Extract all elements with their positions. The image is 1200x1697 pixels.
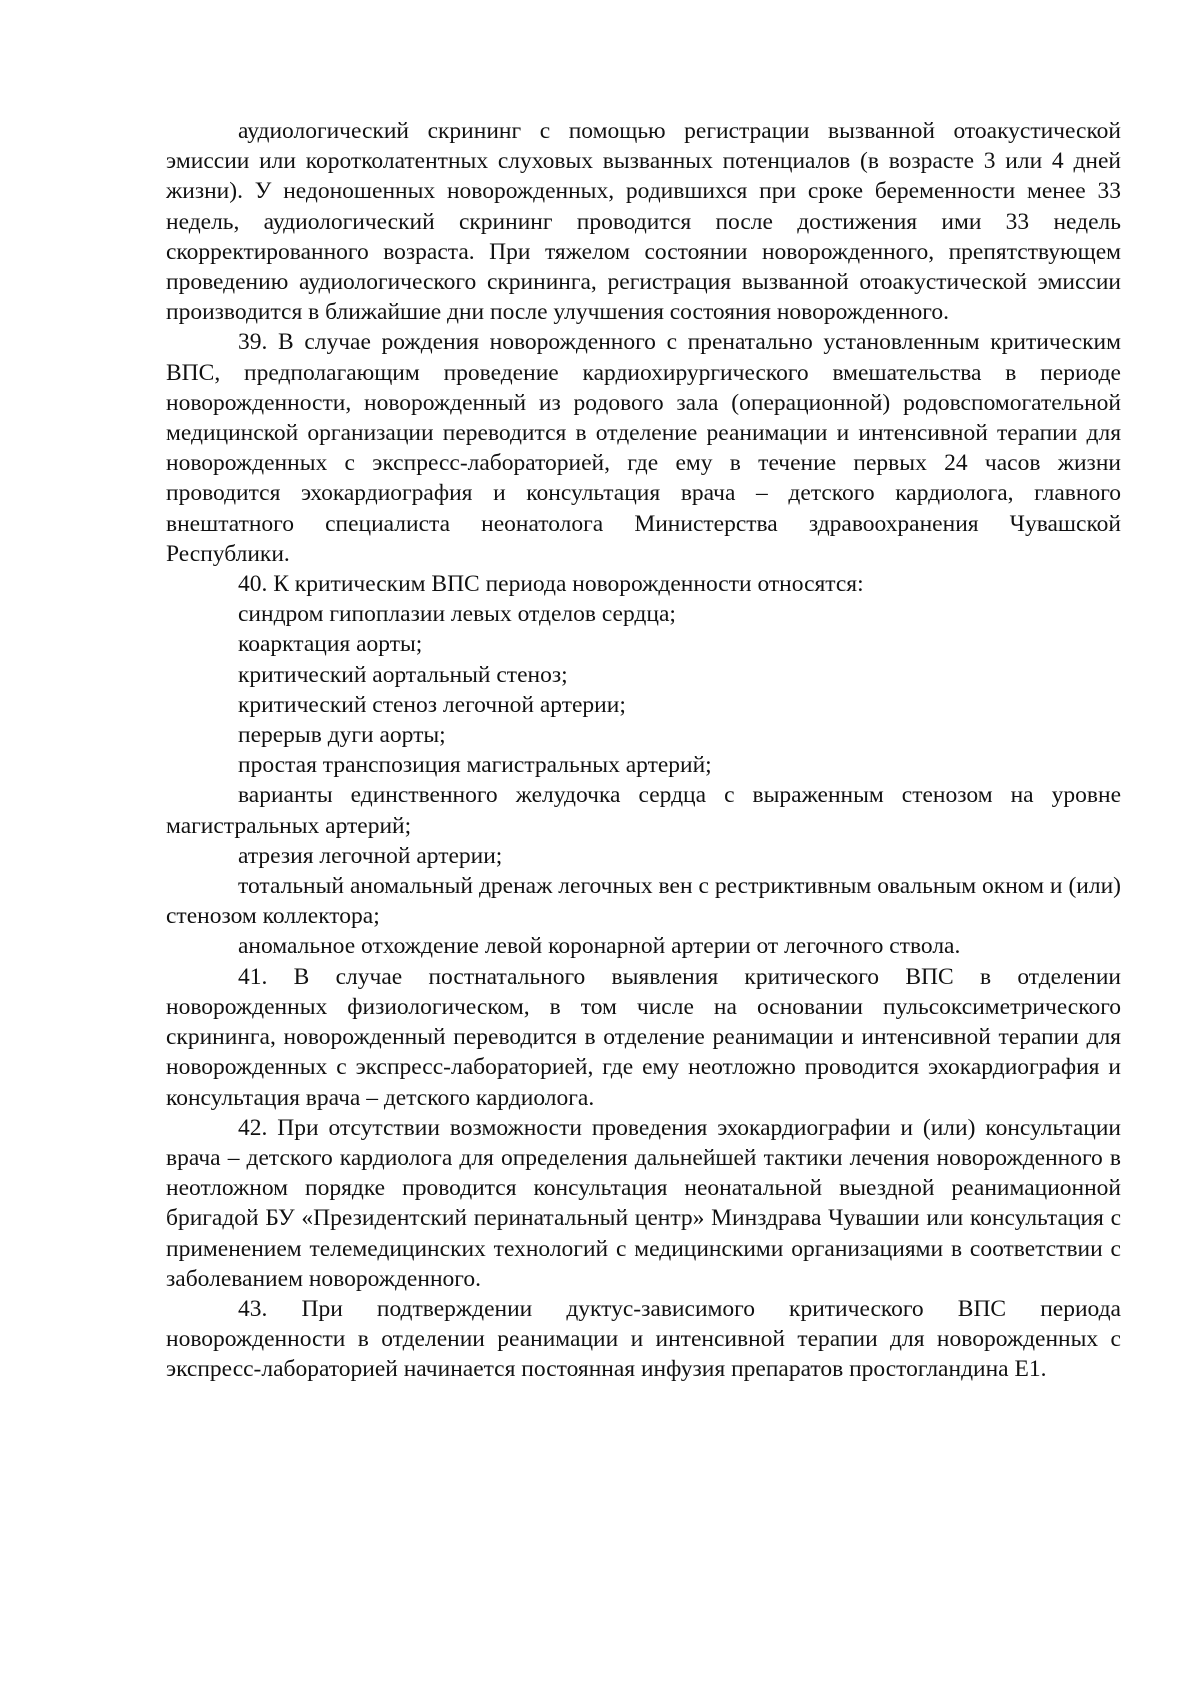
- paragraph-39: 39. В случае рождения новорожденного с пренатально установленным критическим ВПС, предполагающим проведение кардиохирургического вмешательства в периоде новорожденности, новорожденный из родового зала (операционной) родовспомогательной медицинской организации переводится в отделение реанимации и интенсивной терапии для новорожденных с экспресс-лабораторией, где ему в течение первых 24 часов жизни проводится эхокардиография и консультация врача – детского кардиолога, главного внештатного специалиста неонатолога Министерства здравоохранения Чувашской Республики.: [166, 329, 1121, 567]
- paragraph-43: 43. При подтверждении дуктус-зависимого критического ВПС периода новорожденности в отделении реанимации и интенсивной терапии для новорожденных с экспресс-лабораторией начинается постоянная инфузия препаратов простогландина Е1.: [166, 1295, 1121, 1383]
- list-item: варианты единственного желудочка сердца с выраженным стенозом на уровне магистральных артерий;: [166, 782, 1121, 839]
- paragraph-42: 42. При отсутствии возможности проведения эхокардиографии и (или) консультации врача – детского кардиолога для определения дальнейшей тактики лечения новорожденного в неотложном порядке проводится консультация неонатальной выездной реанимационной бригадой БУ «Президентский перинатальный центр» Минздрава Чувашии или консультация с применением телемедицинских технологий с медицинскими организациями в соответствии с заболеванием новорожденного.: [166, 1114, 1121, 1292]
- list-item: критический стеноз легочной артерии;: [238, 691, 626, 718]
- list-item: аномальное отхождение левой коронарной артерии от легочного ствола.: [238, 933, 961, 960]
- paragraph-41: 41. В случае постнатального выявления критического ВПС в отделении новорожденных физиологическом, в том числе на основании пульсоксиметрического скрининга, новорожденный переводится в отделение реанимации и интенсивной терапии для новорожденных с экспресс-лабораторией, где ему неотложно проводится эхокардиография и консультация врача – детского кардиолога.: [166, 963, 1121, 1111]
- paragraph-audiology-screening: аудиологический скрининг с помощью регистрации вызванной отоакустической эмиссии или коротколатентных слуховых вызванных потенциалов (в возрасте 3 или 4 дней жизни). У недоношенных новорожденных, родившихся при сроке беременности менее 33 недель, аудиологический скрининг проводится после достижения ими 33 недель скорректированного возраста. При тяжелом состоянии новорожденного, препятствующем проведению аудиологического скрининга, регистрация вызванной отоакустической эмиссии производится в ближайшие дни после улучшения состояния новорожденного.: [166, 118, 1121, 326]
- list-item: атрезия легочной артерии;: [238, 842, 503, 869]
- list-item: критический аортальный стеноз;: [238, 661, 568, 688]
- list-item: тотальный аномальный дренаж легочных вен с рестриктивным овальным окном и (или) стенозом коллектора;: [166, 873, 1121, 930]
- list-item: простая транспозиция магистральных артерий;: [238, 752, 712, 779]
- list-item: перерыв дуги аорты;: [238, 722, 446, 749]
- paragraph-40: 40. К критическим ВПС периода новорожденности относятся:: [238, 571, 864, 598]
- list-item: коарктация аорты;: [238, 631, 423, 658]
- document-body: [166, 116, 1121, 1385]
- list-item: синдром гипоплазии левых отделов сердца;: [238, 601, 676, 628]
